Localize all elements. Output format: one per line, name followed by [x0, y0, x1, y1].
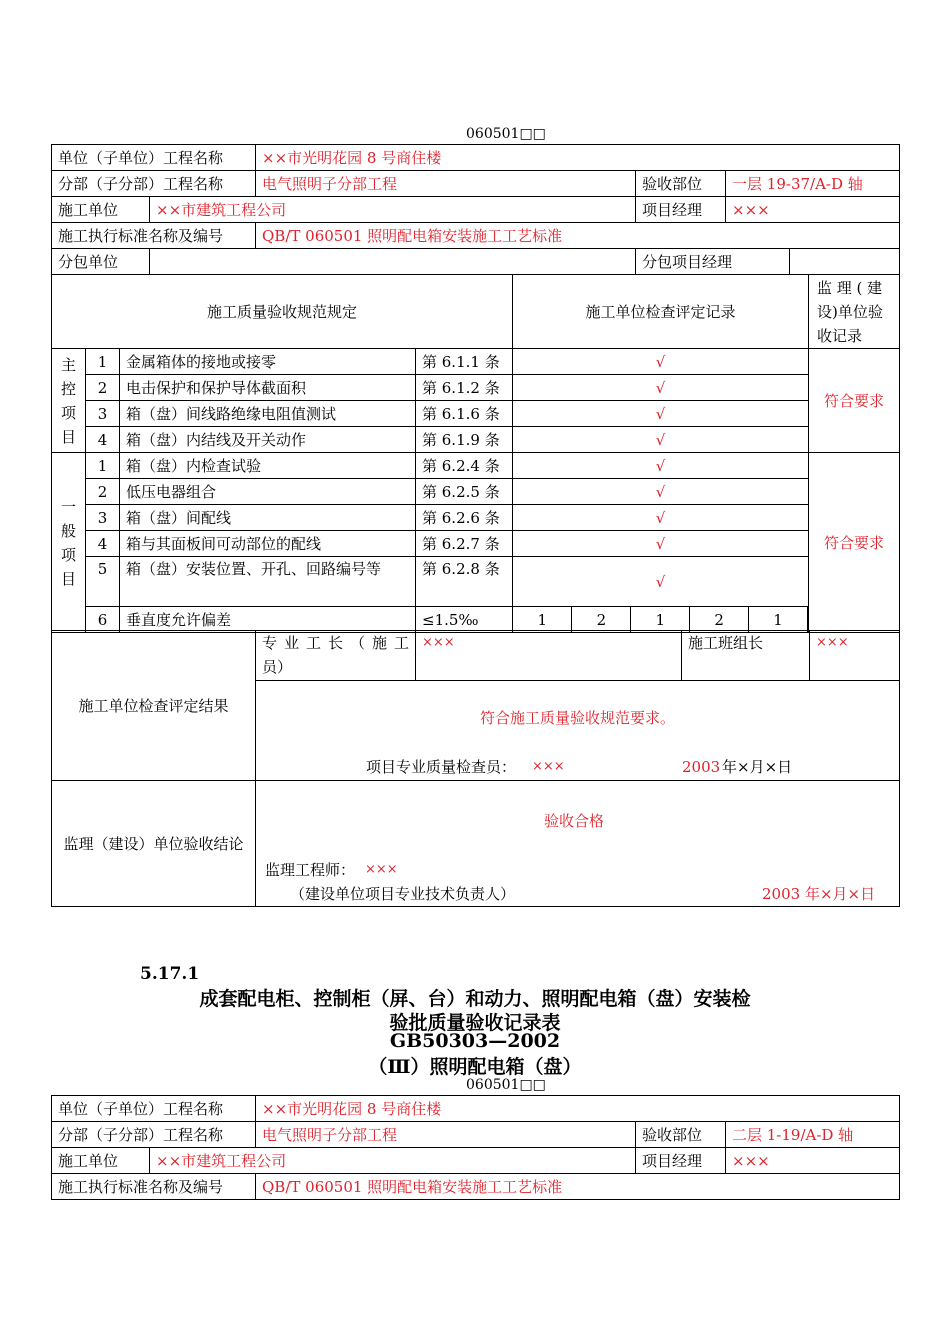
contractor-conclusion: 符合施工质量验收规范要求。 — [256, 681, 900, 755]
check-header: 施工单位检查评定记录 — [513, 275, 809, 349]
contractor-value-2: ××市建筑工程公司 — [150, 1148, 636, 1174]
general-item-clause: 第 6.2.4 条 — [416, 453, 513, 479]
general-item-clause: 第 6.2.5 条 — [416, 479, 513, 505]
inspector-label: 项目专业质量检查员： — [366, 757, 517, 776]
team-leader-value: ××× — [810, 631, 900, 681]
sub-value-2: 电气照明子分部工程 — [256, 1122, 636, 1148]
form-code-2: 060501□□ — [466, 1077, 546, 1093]
main-item-clause: 第 6.1.2 条 — [416, 375, 513, 401]
unit-value-2: ××市光明花园 8 号商住楼 — [256, 1096, 900, 1122]
supervisor-conclusion-cell — [256, 781, 900, 907]
general-item-clause: 第 6.2.6 条 — [416, 505, 513, 531]
subcontract-pm-value — [790, 249, 900, 275]
supervisor-table — [51, 780, 900, 907]
general-item-no: 3 — [86, 505, 120, 531]
section-number: 5.17.1 — [140, 964, 200, 984]
subcontract-value — [150, 249, 636, 275]
header-table-1 — [51, 144, 900, 197]
main-item-check: √ — [513, 375, 809, 401]
supervisor-conclusion-label: 监理（建设）单位验收结论 — [52, 781, 256, 907]
supervisor-conclusion: 验收合格 — [544, 812, 605, 830]
accept-part-label-2: 验收部位 — [636, 1122, 726, 1148]
owner-label: （建设单位项目专业技术负责人） — [290, 885, 516, 903]
general-item-check: √ — [513, 453, 809, 479]
inspector-value: ××× — [532, 758, 565, 774]
deviation-value: 1 — [513, 607, 572, 632]
subcontract-pm-label: 分包项目经理 — [636, 249, 790, 275]
inspector-date-rest: 年×月×日 — [722, 757, 793, 776]
main-item-no: 3 — [86, 401, 120, 427]
deviation-values-cell — [513, 607, 809, 633]
accept-part-value-2: 二层 1-19/A-D 轴 — [726, 1122, 900, 1148]
doc-title-line2: 验批质量验收记录表 — [389, 1012, 561, 1034]
subcontract-label: 分包单位 — [52, 249, 150, 275]
general-item-name: 箱（盘）内检查试验 — [120, 453, 416, 479]
inspector-row — [256, 755, 900, 781]
pm-value: ××× — [726, 197, 900, 223]
std-value: QB/T 060501 照明配电箱安装施工工艺标准 — [256, 223, 900, 249]
main-item-name: 金属箱体的接地或接零 — [120, 349, 416, 375]
contractor-label-2: 施工单位 — [52, 1148, 150, 1174]
doc-title-line1: 成套配电柜、控制柜（屏、台）和动力、照明配电箱（盘）安装检 — [199, 988, 751, 1010]
general-item-check: √ — [513, 479, 809, 505]
deviation-value: 2 — [572, 607, 631, 632]
unit-value: ××市光明花园 8 号商住楼 — [256, 145, 900, 171]
doc2-header-table-2 — [51, 1147, 900, 1174]
sub-value: 电气照明子分部工程 — [256, 171, 636, 197]
foreman-label: 专 业 工 长 （ 施 工 员） — [256, 631, 416, 681]
main-item-check: √ — [513, 349, 809, 375]
main-item-clause: 第 6.1.9 条 — [416, 427, 513, 453]
pm-label-2: 项目经理 — [636, 1148, 726, 1174]
owner-date: 2003 年×月×日 — [762, 885, 876, 903]
unit-label-2: 单位（子单位）工程名称 — [52, 1096, 256, 1122]
contractor-label: 施工单位 — [52, 197, 150, 223]
form-code: 060501□□ — [466, 126, 546, 142]
general-item-clause: 第 6.2.8 条 — [416, 557, 513, 607]
deviation-value: 2 — [690, 607, 749, 632]
main-item-check: √ — [513, 427, 809, 453]
header-table-2 — [51, 196, 900, 223]
general-result: 符合要求 — [809, 453, 900, 633]
header-table-3 — [51, 222, 900, 249]
general-item-no: 2 — [86, 479, 120, 505]
general-item-name: 箱与其面板间可动部位的配线 — [120, 531, 416, 557]
main-item-clause: 第 6.1.1 条 — [416, 349, 513, 375]
main-result: 符合要求 — [809, 349, 900, 453]
inspector-date-year: 2003 — [682, 757, 721, 776]
contractor-value: ××市建筑工程公司 — [150, 197, 636, 223]
spec-header: 施工质量验收规范规定 — [52, 275, 513, 349]
std-label: 施工执行标准名称及编号 — [52, 223, 256, 249]
deviation-clause: ≤1.5‰ — [416, 607, 513, 633]
deviation-no: 6 — [86, 607, 120, 633]
doc2-header-table-1 — [51, 1095, 900, 1148]
accept-part-label: 验收部位 — [636, 171, 726, 197]
main-item-name: 箱（盘）内结线及开关动作 — [120, 427, 416, 453]
general-item-check: √ — [513, 557, 809, 607]
pm-label: 项目经理 — [636, 197, 726, 223]
deviation-value: 1 — [749, 607, 808, 632]
main-item-clause: 第 6.1.6 条 — [416, 401, 513, 427]
main-item-no: 1 — [86, 349, 120, 375]
general-group-label: 一般项目 — [52, 453, 86, 633]
main-item-no: 2 — [86, 375, 120, 401]
main-group-label: 主控项目 — [52, 349, 86, 453]
general-item-check: √ — [513, 505, 809, 531]
deviation-values — [513, 607, 808, 632]
sub-label-2: 分部（子分部）工程名称 — [52, 1122, 256, 1148]
pm-value-2: ××× — [726, 1148, 900, 1174]
deviation-value: 1 — [631, 607, 690, 632]
general-item-no: 4 — [86, 531, 120, 557]
doc-title-line3: GB50303—2002 — [389, 1030, 561, 1052]
general-item-no: 5 — [86, 557, 120, 607]
doc2-header-table-3 — [51, 1173, 900, 1200]
engineer-label: 监理工程师： — [265, 861, 356, 879]
contractor-result-table — [51, 630, 900, 781]
general-item-name: 低压电器组合 — [120, 479, 416, 505]
unit-label: 单位（子单位）工程名称 — [52, 145, 256, 171]
general-item-name: 箱（盘）间配线 — [120, 505, 416, 531]
items-table — [51, 274, 900, 633]
main-item-no: 4 — [86, 427, 120, 453]
general-item-no: 1 — [86, 453, 120, 479]
header-table-4 — [51, 248, 900, 275]
team-leader-label: 施工班组长 — [682, 631, 810, 681]
main-item-name: 箱（盘）间线路绝缘电阻值测试 — [120, 401, 416, 427]
main-item-check: √ — [513, 401, 809, 427]
general-item-check: √ — [513, 531, 809, 557]
main-item-name: 电击保护和保护导体截面积 — [120, 375, 416, 401]
engineer-value: ××× — [365, 862, 398, 877]
accept-part-value: 一层 19-37/A-D 轴 — [726, 171, 900, 197]
sub-label: 分部（子分部）工程名称 — [52, 171, 256, 197]
contractor-result-label: 施工单位检查评定结果 — [52, 631, 256, 781]
deviation-name: 垂直度允许偏差 — [120, 607, 416, 633]
general-item-name: 箱（盘）安装位置、开孔、回路编号等 — [120, 557, 416, 607]
doc-title-line4: （Ⅲ）照明配电箱（盘） — [368, 1056, 582, 1078]
general-item-clause: 第 6.2.7 条 — [416, 531, 513, 557]
supervisor-header: 监 理 ( 建 设)单位验收记录 — [809, 275, 900, 349]
std-value-2: QB/T 060501 照明配电箱安装施工工艺标准 — [256, 1174, 900, 1200]
std-label-2: 施工执行标准名称及编号 — [52, 1174, 256, 1200]
foreman-value: ××× — [416, 631, 682, 681]
